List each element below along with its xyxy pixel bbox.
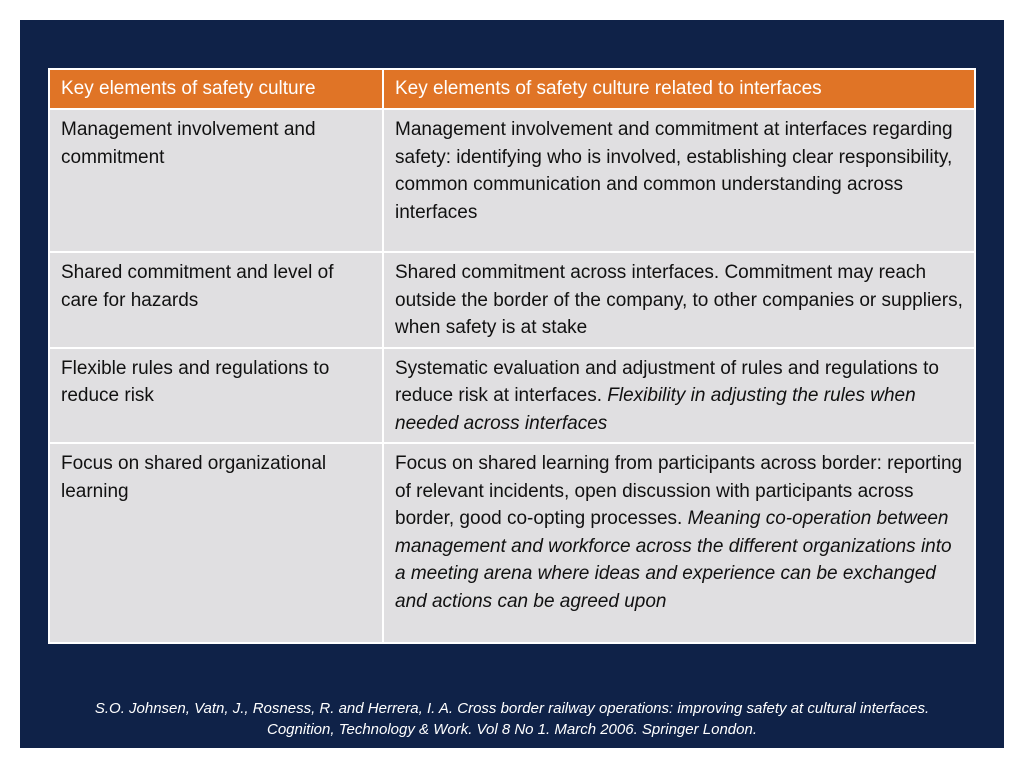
column-header-safety-culture: Key elements of safety culture [50,70,383,109]
table-row [50,252,974,348]
table-cell-interface [383,252,974,348]
slide-background [20,20,1004,748]
table-cell-element: Flexible rules and regulations to reduce risk [50,348,383,444]
table-cell-element: Management involvement and commitment [50,109,383,252]
table-cell-element: Shared commitment and level of care for hazards [50,252,383,348]
column-header-interfaces: Key elements of safety culture related to interfaces [383,70,974,109]
interface-text: Systematic evaluation and adjustment of rules and regulations to reduce risk at interfaces. [395,357,939,406]
table-row [50,348,974,444]
table-row [50,109,974,252]
table-cell-element: Focus on shared organizational learning [50,443,383,642]
safety-culture-table [50,70,974,642]
interface-text: Shared commitment across interfaces. Commitment may reach outside the border of the company, to other companies or suppliers, when safety is at stake [395,262,963,338]
table-cell-interface [383,348,974,444]
citation-text: S.O. Johnsen, Vatn, J., Rosness, R. and Herrera, I. A. Cross border railway operations: improving safety at cultural interfaces. Cognition, Technology & Work. Vol 8 No 1. March 2006. Springer London. [94,700,930,738]
interface-text: Focus on shared learning from participants across border: reporting of relevant incidents, open discussion with participants across border, good co-opting processes. [395,453,963,529]
table-cell-interface [383,443,974,642]
table-header-row [50,70,974,109]
table-row [50,443,974,642]
interface-text: Management involvement and commitment at interfaces regarding safety: identifying who is involved, establishing clear responsibility, common communication and common understanding across interfaces [395,119,953,223]
interface-italic-text: Meaning co-operation between management and workforce across the different organizations into a meeting arena where ideas and experience can be exchanged and actions can be agreed upon [395,508,952,612]
safety-culture-table-frame [48,68,976,644]
interface-italic-text: Flexibility in adjusting the rules when needed across interfaces [395,385,916,434]
table-cell-interface [383,109,974,252]
